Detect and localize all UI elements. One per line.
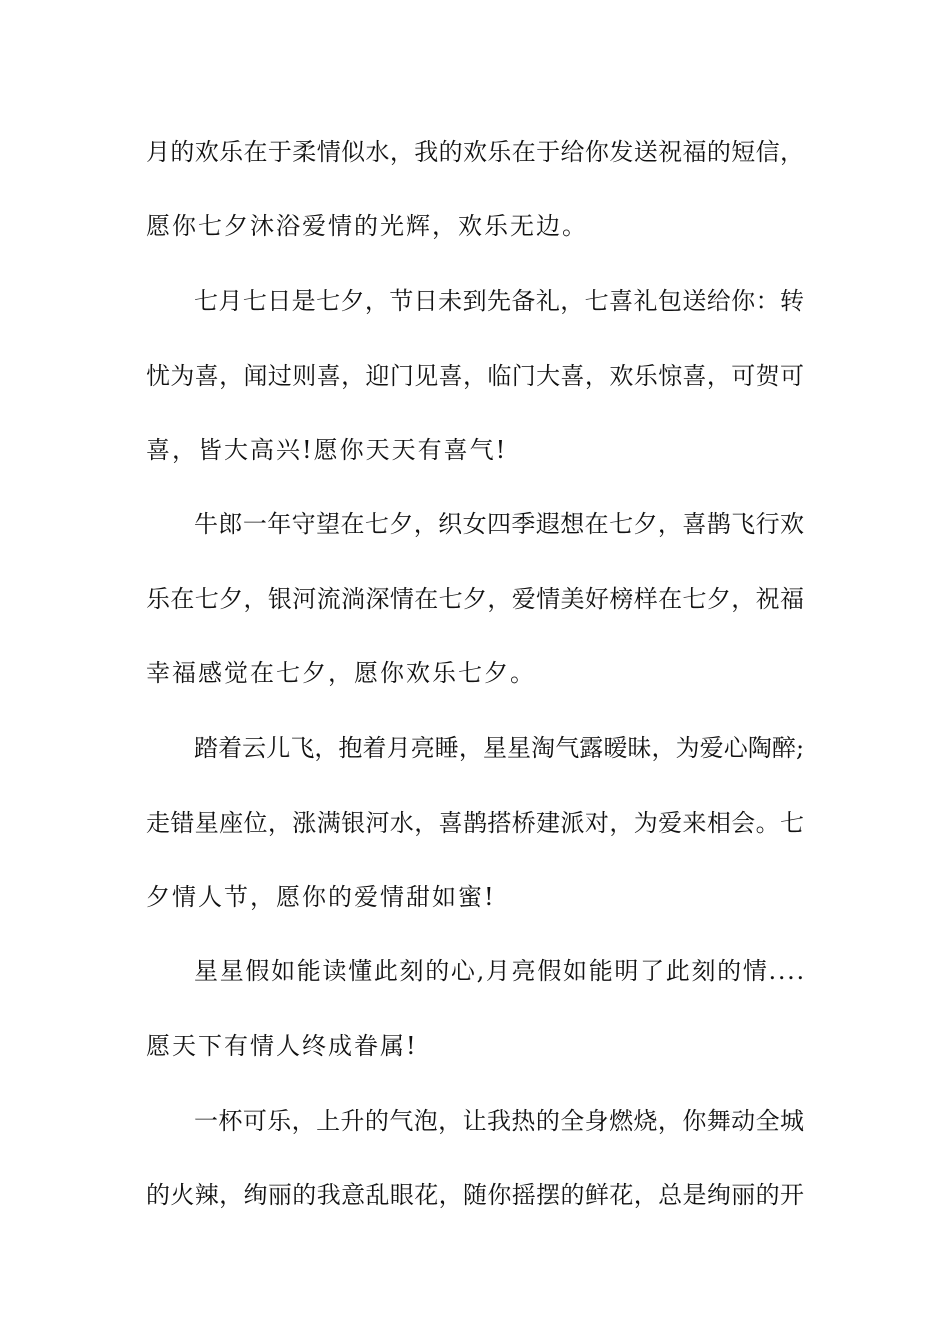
text-line-8: 幸福感觉在七夕，愿你欢乐七夕。 [146,659,536,687]
text-line-1: 月的欢乐在于柔情似水，我的欢乐在于给你发送祝福的短信， [146,138,805,166]
text-line-3: 七月七日是七夕，节日未到先备礼，七喜礼包送给你：转 [194,287,805,315]
text-line-2: 愿你七夕沐浴爱情的光辉，欢乐无边。 [146,212,588,240]
text-line-5: 喜，皆大高兴!愿你天天有喜气! [146,436,508,464]
text-line-15: 的火辣，绚丽的我意乱眼花，随你摇摆的鲜花，总是绚丽的开 [146,1181,805,1209]
text-line-12: 星星假如能读懂此刻的心,月亮假如能明了此刻的情.... [194,957,806,985]
text-line-9: 踏着云儿飞，抱着月亮睡，星星淘气露暧昧，为爱心陶醉; [194,734,805,762]
text-line-7: 乐在七夕，银河流淌深情在七夕，爱情美好榜样在七夕，祝福 [146,585,805,613]
text-line-10: 走错星座位，涨满银河水，喜鹊搭桥建派对，为爱来相会。七 [146,809,805,837]
text-line-4: 忧为喜，闻过则喜，迎门见喜，临门大喜，欢乐惊喜，可贺可 [146,362,805,390]
text-line-11: 夕情人节，愿你的爱情甜如蜜! [146,883,496,911]
text-line-13: 愿天下有情人终成眷属! [146,1032,418,1060]
text-line-14: 一杯可乐，上升的气泡，让我热的全身燃烧，你舞动全城 [194,1107,805,1135]
text-line-6: 牛郎一年守望在七夕，织女四季遐想在七夕，喜鹊飞行欢 [194,510,805,538]
